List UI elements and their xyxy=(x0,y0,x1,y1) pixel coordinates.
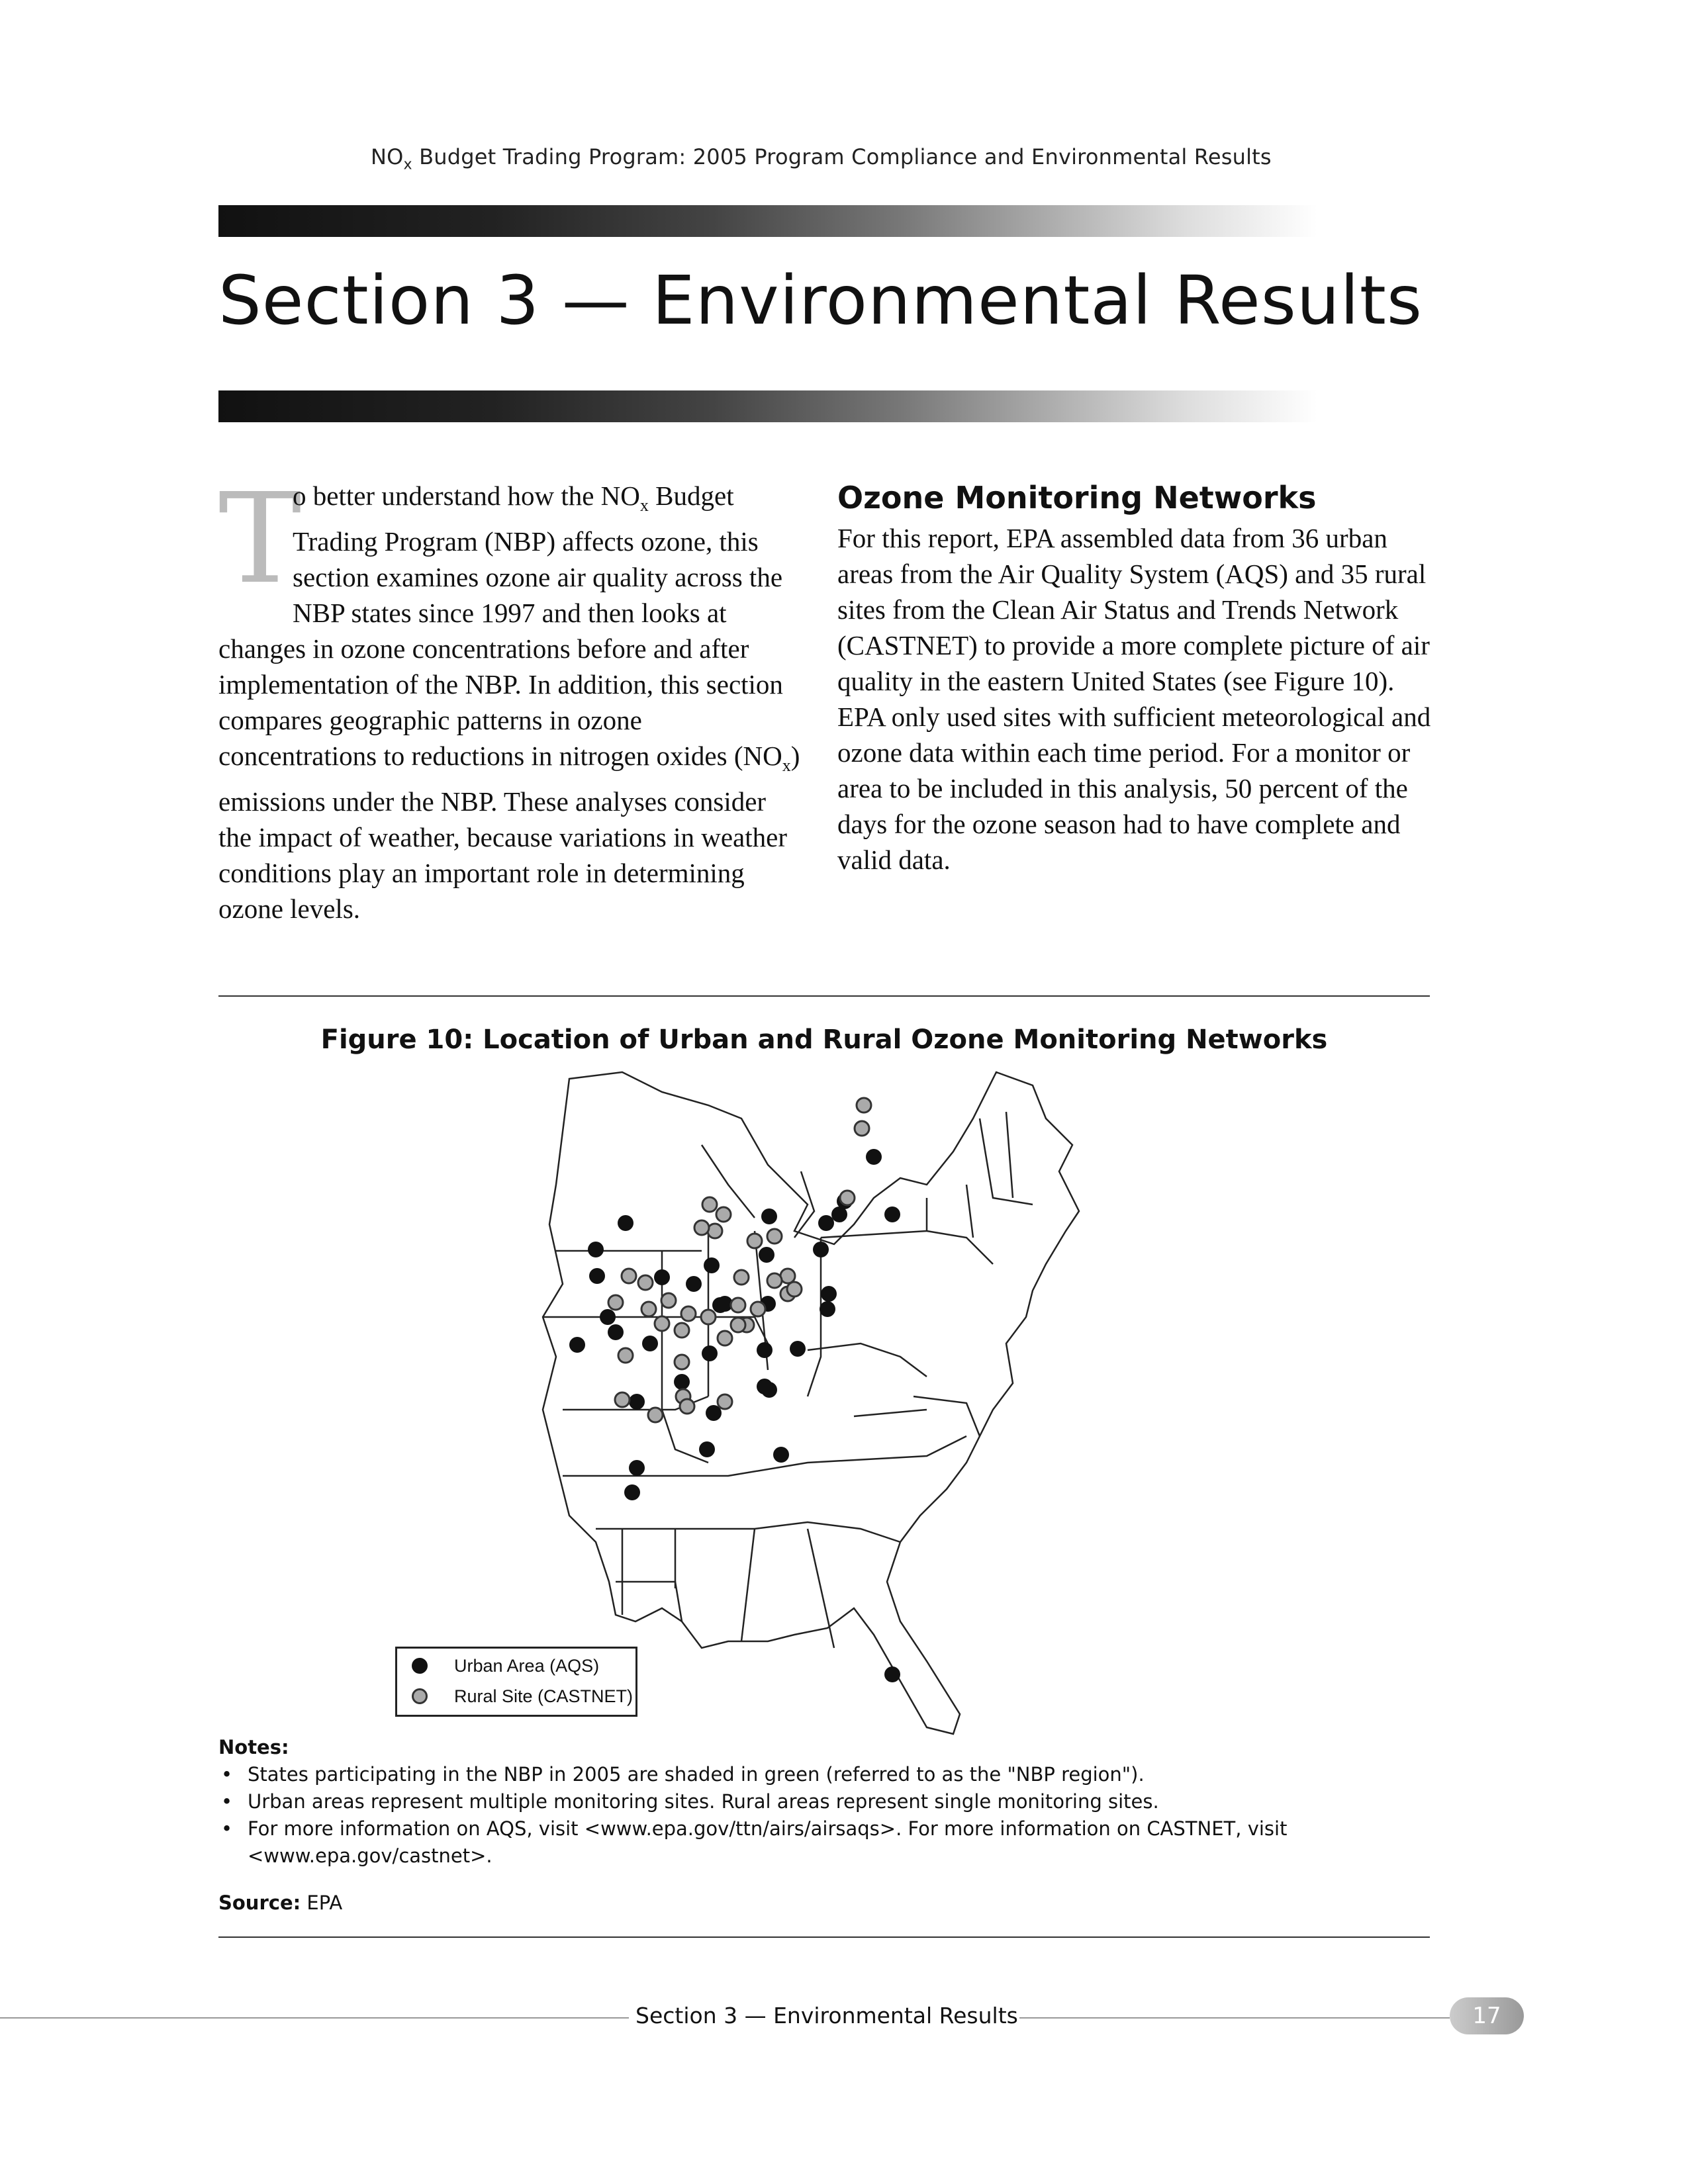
intro-text-1: o better understand how the NO xyxy=(293,480,640,511)
rural-site xyxy=(641,1302,656,1316)
intro-text-3: ) emissions under the NBP. These analyses consider the impact of weather, because variations in weather conditions play an important role in determining ozone levels. xyxy=(218,741,800,925)
rural-site xyxy=(618,1348,633,1363)
running-head-post: Budget Trading Program: 2005 Program Compliance and Environmental Results xyxy=(412,144,1272,169)
top-gradient-bar xyxy=(218,205,1317,237)
rural-site xyxy=(615,1392,630,1407)
urban-site xyxy=(618,1215,633,1231)
rural-site xyxy=(681,1306,696,1321)
rural-site xyxy=(734,1270,749,1285)
networks-body: For this report, EPA assembled data from 36 urban areas from the Air Quality System (AQS) and 35 rural sites from the Clean Air Status and Trends Network (CASTNET) to provide a more complete picture of air quality in the eastern United States (see Figure 10). EPA only used sites with sufficient meteorological and ozone data within each time period. For a monitor or area to be included in this analysis, 50 percent of the days for the ozone season had to have complete and valid data. xyxy=(837,523,1431,875)
urban-site xyxy=(704,1257,720,1273)
figure-title: Figure 10: Location of Urban and Rural Ozone Monitoring Networks xyxy=(320,1024,1328,1055)
rural-site xyxy=(655,1316,669,1331)
rural-site xyxy=(731,1318,745,1332)
intro-sub-1: x xyxy=(639,496,649,516)
urban-dot-icon xyxy=(412,1658,428,1674)
rural-site xyxy=(680,1399,694,1414)
urban-site xyxy=(600,1309,616,1325)
source-value: EPA xyxy=(301,1891,343,1914)
footer-text: Section 3 — Environmental Results xyxy=(635,2003,1018,2028)
drop-cap: T xyxy=(218,467,302,612)
rural-site xyxy=(661,1293,676,1308)
figure-notes xyxy=(218,1734,1430,1917)
note-item: • For more information on AQS, visit <www.epa.gov/ttn/airs/airsaqs>. For more information on CASTNET, visit <www.epa.gov/castnet>. xyxy=(218,1815,1430,1870)
rural-site xyxy=(702,1197,717,1212)
urban-site xyxy=(884,1206,900,1222)
notes-heading: Notes: xyxy=(218,1736,289,1758)
notes-list xyxy=(218,1761,1430,1870)
urban-site xyxy=(654,1269,670,1285)
eastern-us-map xyxy=(397,1066,1218,1741)
map-legend xyxy=(395,1647,637,1717)
source-line xyxy=(218,1889,1430,1917)
urban-site xyxy=(699,1441,715,1457)
urban-site xyxy=(884,1666,900,1682)
urban-site xyxy=(569,1337,585,1353)
rural-site xyxy=(731,1298,745,1312)
rural-site xyxy=(638,1275,653,1290)
section-title: Section 3 — Environmental Results xyxy=(218,261,1423,340)
rural-site xyxy=(708,1224,722,1238)
figure-bottom-rule xyxy=(218,1936,1430,1938)
figure-top-rule xyxy=(218,995,1430,997)
intro-column xyxy=(218,467,801,927)
legend-urban-label: Urban Area (AQS) xyxy=(454,1655,600,1676)
urban-site xyxy=(820,1301,835,1317)
urban-site xyxy=(589,1268,605,1284)
urban-site xyxy=(818,1215,834,1231)
running-head-sub: x xyxy=(403,156,412,173)
urban-sites xyxy=(569,1149,900,1682)
intro-text-2: Budget Trading Program (NBP) affects ozone, this section examines ozone air quality across the NBP states since 1997 and then looks at changes in ozone concentrations before and after implementation of the NBP. In addition, this section compares geographic patterns in ozone concentrations to reductions in nitrogen oxides (NO xyxy=(218,480,783,772)
rural-site xyxy=(855,1121,869,1136)
footer-line-left xyxy=(0,2017,629,2019)
urban-site xyxy=(866,1149,882,1165)
rural-site xyxy=(648,1408,663,1422)
urban-site xyxy=(608,1324,624,1340)
urban-site xyxy=(642,1336,658,1351)
source-label: Source: xyxy=(218,1891,301,1914)
rural-site xyxy=(716,1207,731,1222)
urban-site xyxy=(686,1276,702,1292)
urban-site xyxy=(629,1394,645,1410)
urban-site xyxy=(702,1345,718,1361)
intro-sub-2: x xyxy=(782,756,791,776)
urban-site xyxy=(757,1379,773,1394)
page-number: 17 xyxy=(1450,1997,1524,2034)
rural-site xyxy=(787,1282,802,1297)
rural-sites xyxy=(608,1098,871,1422)
urban-site xyxy=(813,1242,829,1257)
running-head xyxy=(371,144,1297,173)
urban-site xyxy=(588,1242,604,1257)
rural-site xyxy=(857,1098,871,1113)
bottom-gradient-bar xyxy=(218,390,1317,422)
urban-site xyxy=(759,1247,774,1263)
urban-site xyxy=(821,1286,837,1302)
urban-site xyxy=(674,1374,690,1390)
networks-heading: Ozone Monitoring Networks xyxy=(837,480,1317,516)
legend-rural xyxy=(412,1683,633,1709)
note-item: • Urban areas represent multiple monitoring sites. Rural areas represent single monitoring sites. xyxy=(218,1788,1430,1815)
urban-site xyxy=(761,1208,777,1224)
rural-site xyxy=(718,1331,732,1345)
rural-site xyxy=(718,1394,732,1409)
urban-site xyxy=(773,1447,789,1463)
rural-site xyxy=(840,1191,855,1205)
legend-rural-label: Rural Site (CASTNET) xyxy=(454,1686,633,1706)
urban-site xyxy=(629,1460,645,1476)
rural-site xyxy=(675,1355,689,1369)
footer-line-right xyxy=(1019,2017,1450,2019)
rural-site xyxy=(675,1323,689,1338)
rural-site xyxy=(694,1220,709,1235)
rural-dot-icon xyxy=(412,1688,428,1704)
rural-site xyxy=(767,1273,782,1288)
urban-site xyxy=(757,1342,773,1358)
note-item: • States participating in the NBP in 2005 are shaded in green (referred to as the "NBP region"). xyxy=(218,1761,1430,1788)
rural-site xyxy=(701,1310,716,1324)
rural-site xyxy=(747,1234,762,1248)
rural-site xyxy=(767,1229,782,1244)
rural-site xyxy=(622,1269,636,1283)
urban-site xyxy=(624,1484,640,1500)
rural-site xyxy=(751,1302,765,1316)
urban-site xyxy=(790,1341,806,1357)
networks-column xyxy=(837,478,1436,878)
legend-urban xyxy=(412,1653,599,1679)
rural-site xyxy=(608,1295,623,1310)
running-head-pre: NO xyxy=(371,144,404,169)
